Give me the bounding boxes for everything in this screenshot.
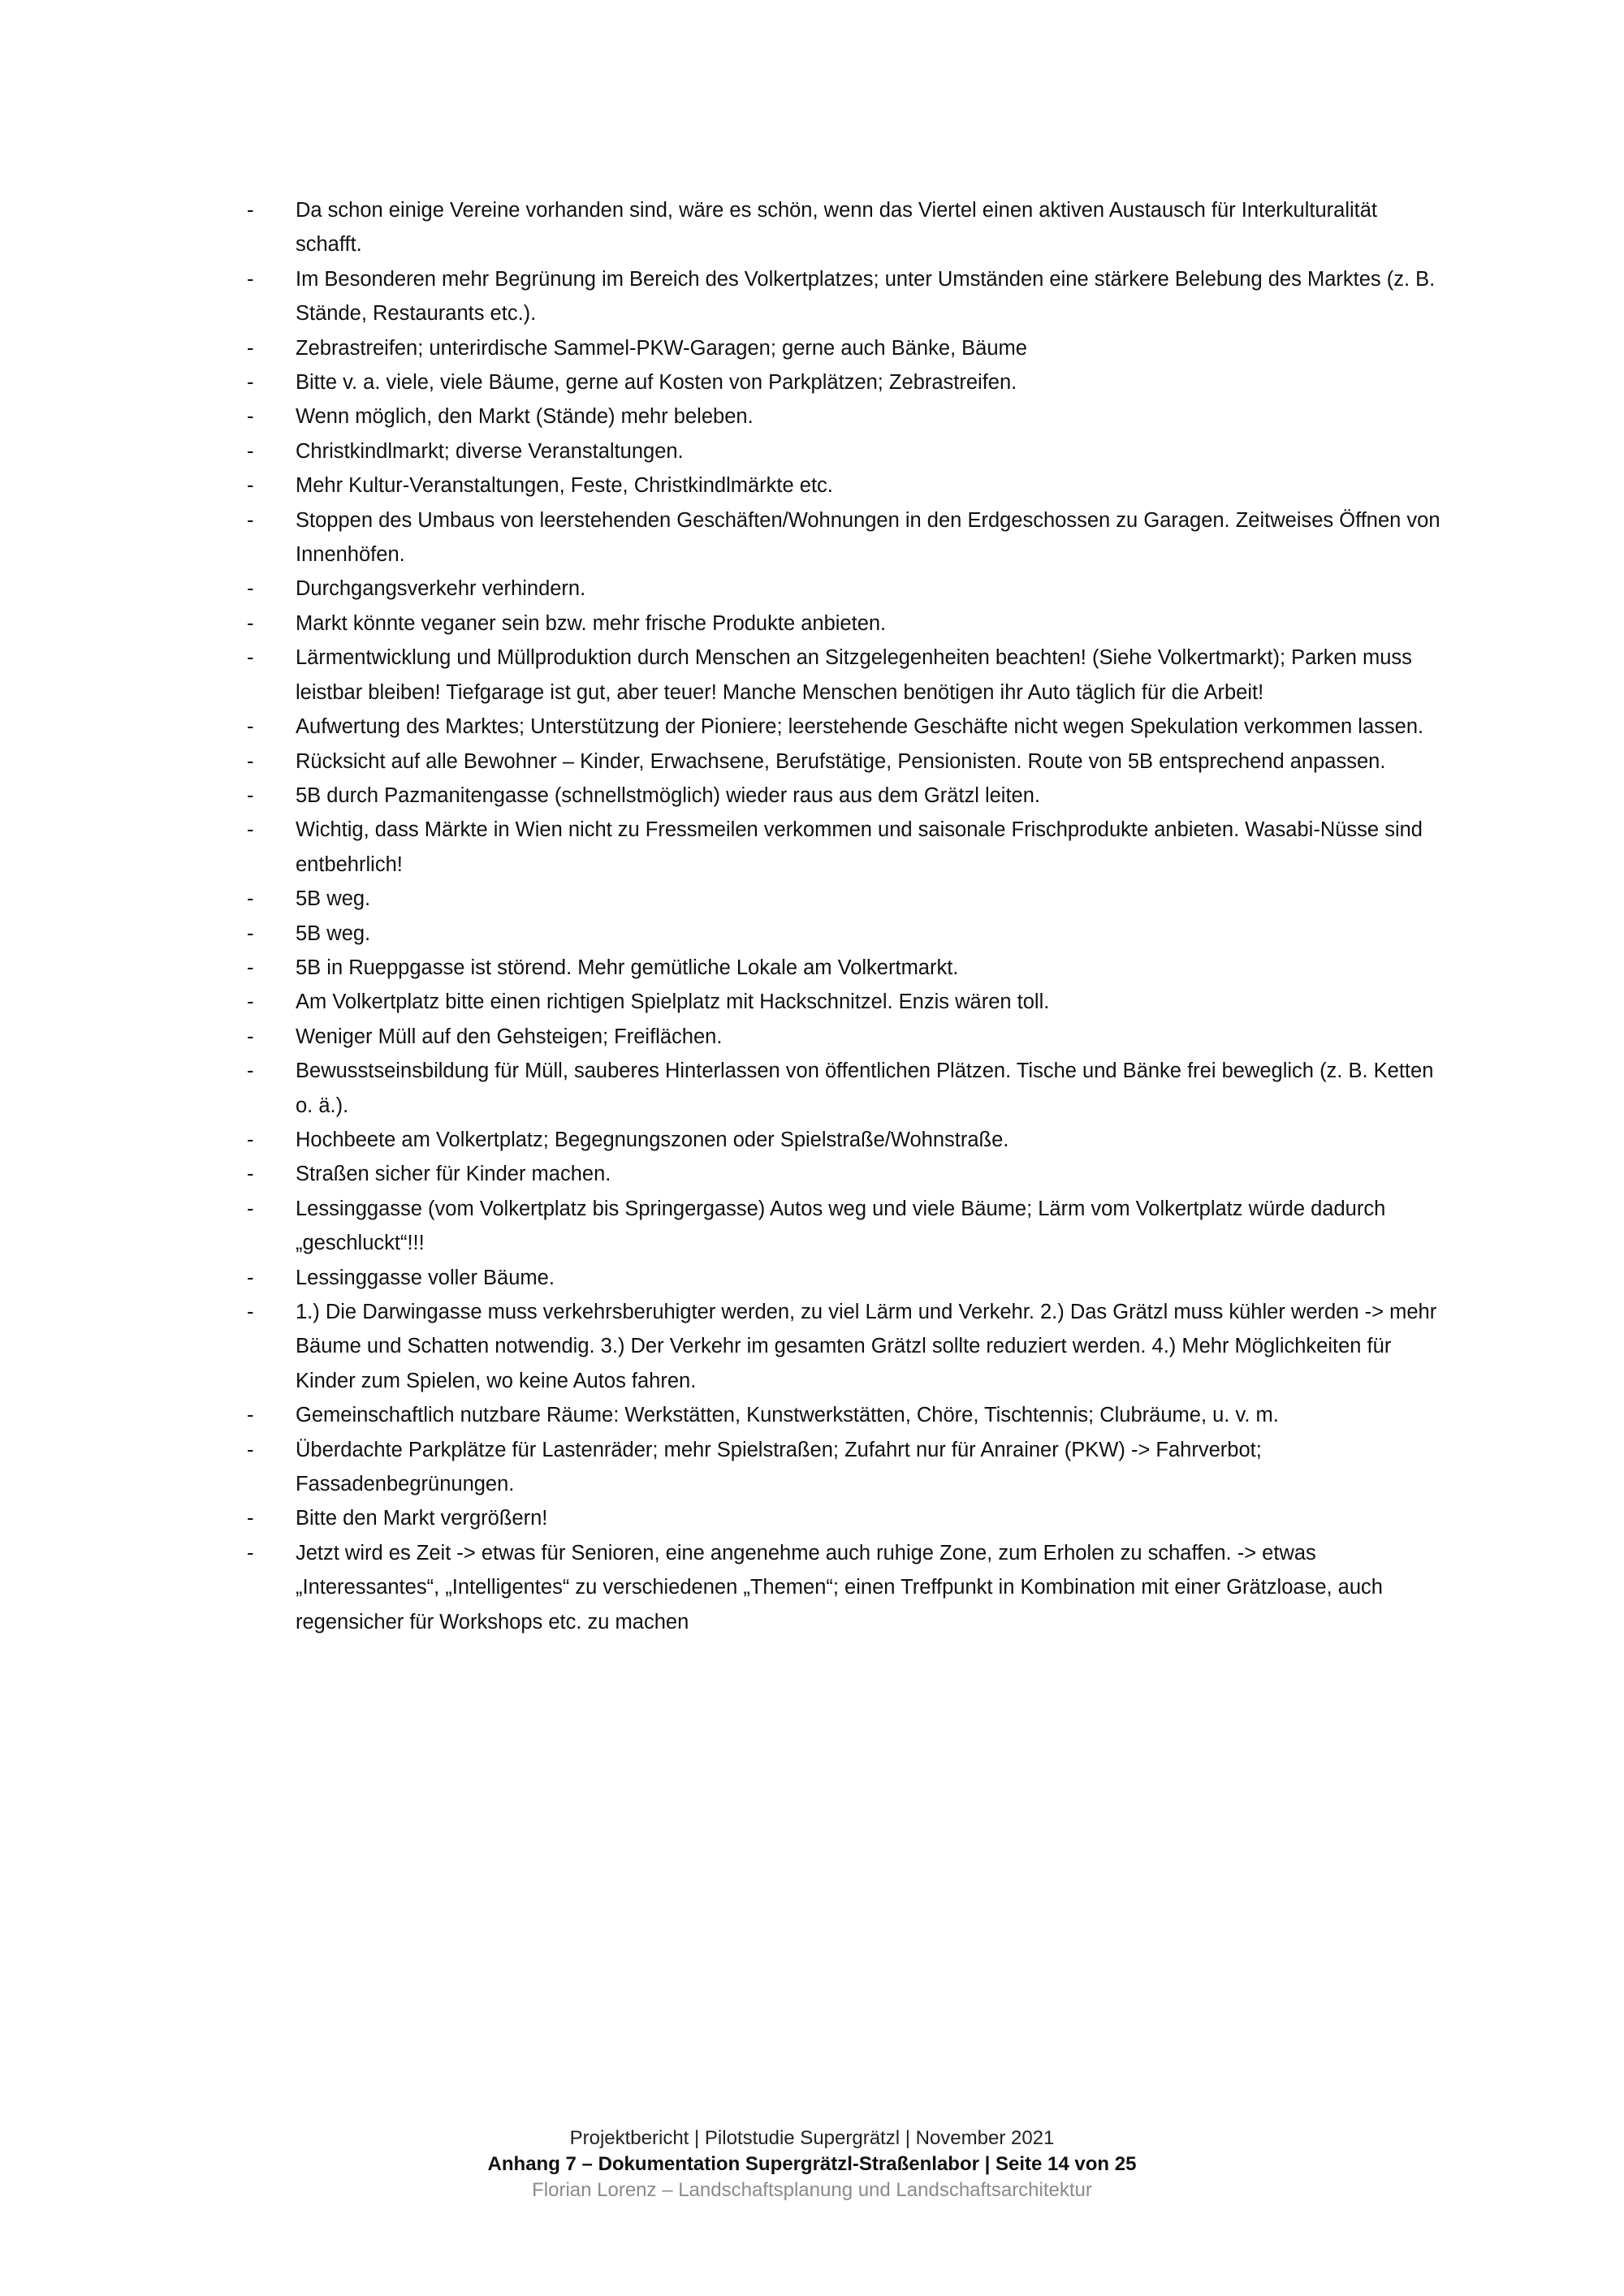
bullet-dash: - [247, 1507, 254, 1530]
list-item [242, 262, 1444, 331]
list-item-text: Bewusstseinsbildung für Müll, sauberes Hinterlassen von öffentlichen Plätzen. Tische und Bänke frei beweglich (z. B. Ketten o. ä.). [296, 1060, 1434, 1117]
list-item [242, 572, 1444, 606]
bullet-dash: - [247, 921, 254, 945]
list-item [242, 399, 1444, 434]
list-item-text: Christkindlmarkt; diverse Veranstaltungen. [296, 439, 684, 463]
list-item [242, 1157, 1444, 1191]
list-item-text: Bitte den Markt vergrößern! [296, 1507, 548, 1530]
list-item-text: Rücksicht auf alle Bewohner – Kinder, Erwachsene, Berufstätige, Pensionisten. Route von 5B entsprechend anpassen. [296, 749, 1386, 773]
list-item [242, 985, 1444, 1019]
bullet-dash: - [247, 371, 254, 395]
list-item [242, 1501, 1444, 1535]
bullet-dash: - [247, 336, 254, 360]
bullet-dash: - [247, 1541, 254, 1564]
list-item-text: Wichtig, dass Märkte in Wien nicht zu Fressmeilen verkommen und saisonale Frischprodukte anbieten. Wasabi-Nüsse sind entbehrlich! [296, 818, 1423, 876]
list-item [242, 951, 1444, 985]
list-item [242, 1054, 1444, 1123]
list-item [242, 744, 1444, 779]
list-item [242, 331, 1444, 365]
bullet-dash: - [247, 267, 254, 291]
list-item-text: Hochbeete am Volkertplatz; Begegnungszonen oder Spielstraße/Wohnstraße. [296, 1128, 1009, 1151]
list-item-text: Überdachte Parkplätze für Lastenräder; mehr Spielstraßen; Zufahrt nur für Anrainer (PKW) -> Fahrverbot; Fassadenbegrünungen. [296, 1438, 1262, 1496]
bullet-dash: - [247, 1060, 254, 1083]
list-item [242, 882, 1444, 916]
list-item-text: Lessinggasse (vom Volkertplatz bis Springergasse) Autos weg und viele Bäume; Lärm vom Volkertplatz würde dadurch „geschluckt“!!! [296, 1197, 1386, 1255]
bullet-dash: - [247, 474, 254, 498]
bullet-dash: - [247, 577, 254, 601]
list-item-text: Aufwertung des Marktes; Unterstützung der Pioniere; leerstehende Geschäfte nicht wegen Spekulation verkommen lassen. [296, 715, 1424, 739]
list-item [242, 1020, 1444, 1054]
list-item-text: Markt könnte veganer sein bzw. mehr frische Produkte anbieten. [296, 611, 887, 635]
list-item-text: 1.) Die Darwingasse muss verkehrsberuhigter werden, zu viel Lärm und Verkehr. 2.) Das Grätzl muss kühler werden -> mehr Bäume und Schatten notwendig. 3.) Der Verkehr im gesamten Grätzl sollte reduziert werden. 4.) Mehr Möglichkeiten für Kinder zum Spielen, wo keine Autos fahren. [296, 1301, 1437, 1392]
bullet-dash: - [247, 611, 254, 635]
list-item-text: Da schon einige Vereine vorhanden sind, wäre es schön, wenn das Viertel einen aktiven Austausch für Interkulturalität schafft. [296, 199, 1378, 257]
list-item-text: Durchgangsverkehr verhindern. [296, 577, 586, 601]
bullet-dash: - [247, 990, 254, 1014]
bullet-dash: - [247, 1025, 254, 1048]
list-item [242, 710, 1444, 744]
bullet-dash: - [247, 1163, 254, 1186]
list-item-text: Am Volkertplatz bitte einen richtigen Spielplatz mit Hackschnitzel. Enzis wären toll. [296, 990, 1050, 1014]
document-body [242, 193, 1444, 1639]
bullet-dash: - [247, 439, 254, 463]
list-item-text: Weniger Müll auf den Gehsteigen; Freiflächen. [296, 1025, 723, 1048]
footer-author-line: Florian Lorenz – Landschaftsplanung und Landschaftsarchitektur [532, 2179, 1092, 2201]
list-item-text: Im Besonderen mehr Begrünung im Bereich des Volkertplatzes; unter Umständen eine stärkere Belebung des Marktes (z. B. Stände, Restaurants etc.). [296, 267, 1436, 326]
list-item [242, 434, 1444, 468]
list-item [242, 1433, 1444, 1502]
list-item-text: Gemeinschaftlich nutzbare Räume: Werkstätten, Kunstwerkstätten, Chöre, Tischtennis; Clubräume, u. v. m. [296, 1404, 1279, 1427]
comment-list [242, 193, 1444, 1639]
list-item [242, 1295, 1444, 1398]
bullet-dash: - [247, 508, 254, 532]
list-item [242, 1261, 1444, 1295]
page-footer [0, 2126, 1624, 2203]
bullet-dash: - [247, 1301, 254, 1323]
list-item [242, 365, 1444, 399]
list-item-text: Bitte v. a. viele, viele Bäume, gerne auf Kosten von Parkplätzen; Zebrastreifen. [296, 371, 1017, 395]
list-item [242, 468, 1444, 503]
list-item-text: 5B weg. [296, 921, 371, 945]
list-item [242, 779, 1444, 813]
list-item [242, 193, 1444, 262]
bullet-dash: - [247, 749, 254, 773]
list-item-text: 5B weg. [296, 887, 371, 911]
bullet-dash: - [247, 783, 254, 807]
bullet-dash: - [247, 1197, 254, 1220]
list-item [242, 503, 1444, 572]
list-item-text: Stoppen des Umbaus von leerstehenden Geschäften/Wohnungen in den Erdgeschossen zu Garagen. Zeitweises Öffnen von Innenhöfen. [296, 508, 1440, 567]
bullet-dash: - [247, 887, 254, 911]
bullet-dash: - [247, 956, 254, 979]
list-item-text: Mehr Kultur-Veranstaltungen, Feste, Christkindlmärkte etc. [296, 474, 833, 498]
list-item [242, 606, 1444, 641]
list-item [242, 1123, 1444, 1157]
list-item [242, 813, 1444, 882]
list-item [242, 1192, 1444, 1261]
footer-project-line: Projektbericht | Pilotstudie Supergrätzl | November 2021 [569, 2127, 1055, 2149]
list-item-text: 5B durch Pazmanitengasse (schnellstmöglich) wieder raus aus dem Grätzl leiten. [296, 783, 1041, 807]
list-item-text: Lärmentwicklung und Müllproduktion durch Menschen an Sitzgelegenheiten beachten! (Siehe Volkertmarkt); Parken muss leistbar bleiben! Tiefgarage ist gut, aber teuer! Manche Menschen benötigen ihr Auto täglich für die Arbeit! [296, 646, 1412, 704]
list-item [242, 1398, 1444, 1432]
bullet-dash: - [247, 1128, 254, 1151]
list-item-text: Zebrastreifen; unterirdische Sammel-PKW-Garagen; gerne auch Bänke, Bäume [296, 336, 1027, 360]
list-item [242, 1536, 1444, 1639]
list-item-text: 5B in Rueppgasse ist störend. Mehr gemütliche Lokale am Volkertmarkt. [296, 956, 959, 979]
list-item-text: Wenn möglich, den Markt (Stände) mehr beleben. [296, 405, 754, 429]
bullet-dash: - [247, 715, 254, 739]
bullet-dash: - [247, 1438, 254, 1461]
list-item [242, 917, 1444, 951]
bullet-dash: - [247, 1404, 254, 1427]
list-item-text: Jetzt wird es Zeit -> etwas für Senioren, eine angenehme auch ruhige Zone, zum Erholen zu schaffen. -> etwas „Interessantes“, „Intelligentes“ zu verschiedenen „Themen“; einen Treffpunkt in Kombination mit einer Grätzloase, auch regensicher für Workshops etc. zu machen [296, 1541, 1383, 1634]
list-item-text: Lessinggasse voller Bäume. [296, 1266, 555, 1289]
bullet-dash: - [247, 1266, 254, 1289]
list-item-text: Straßen sicher für Kinder machen. [296, 1163, 611, 1186]
bullet-dash: - [247, 646, 254, 670]
footer-appendix-line: Anhang 7 – Dokumentation Supergrätzl-Straßenlabor | Seite 14 von 25 [487, 2153, 1137, 2175]
list-item [242, 641, 1444, 710]
bullet-dash: - [247, 199, 254, 222]
bullet-dash: - [247, 405, 254, 429]
bullet-dash: - [247, 818, 254, 842]
